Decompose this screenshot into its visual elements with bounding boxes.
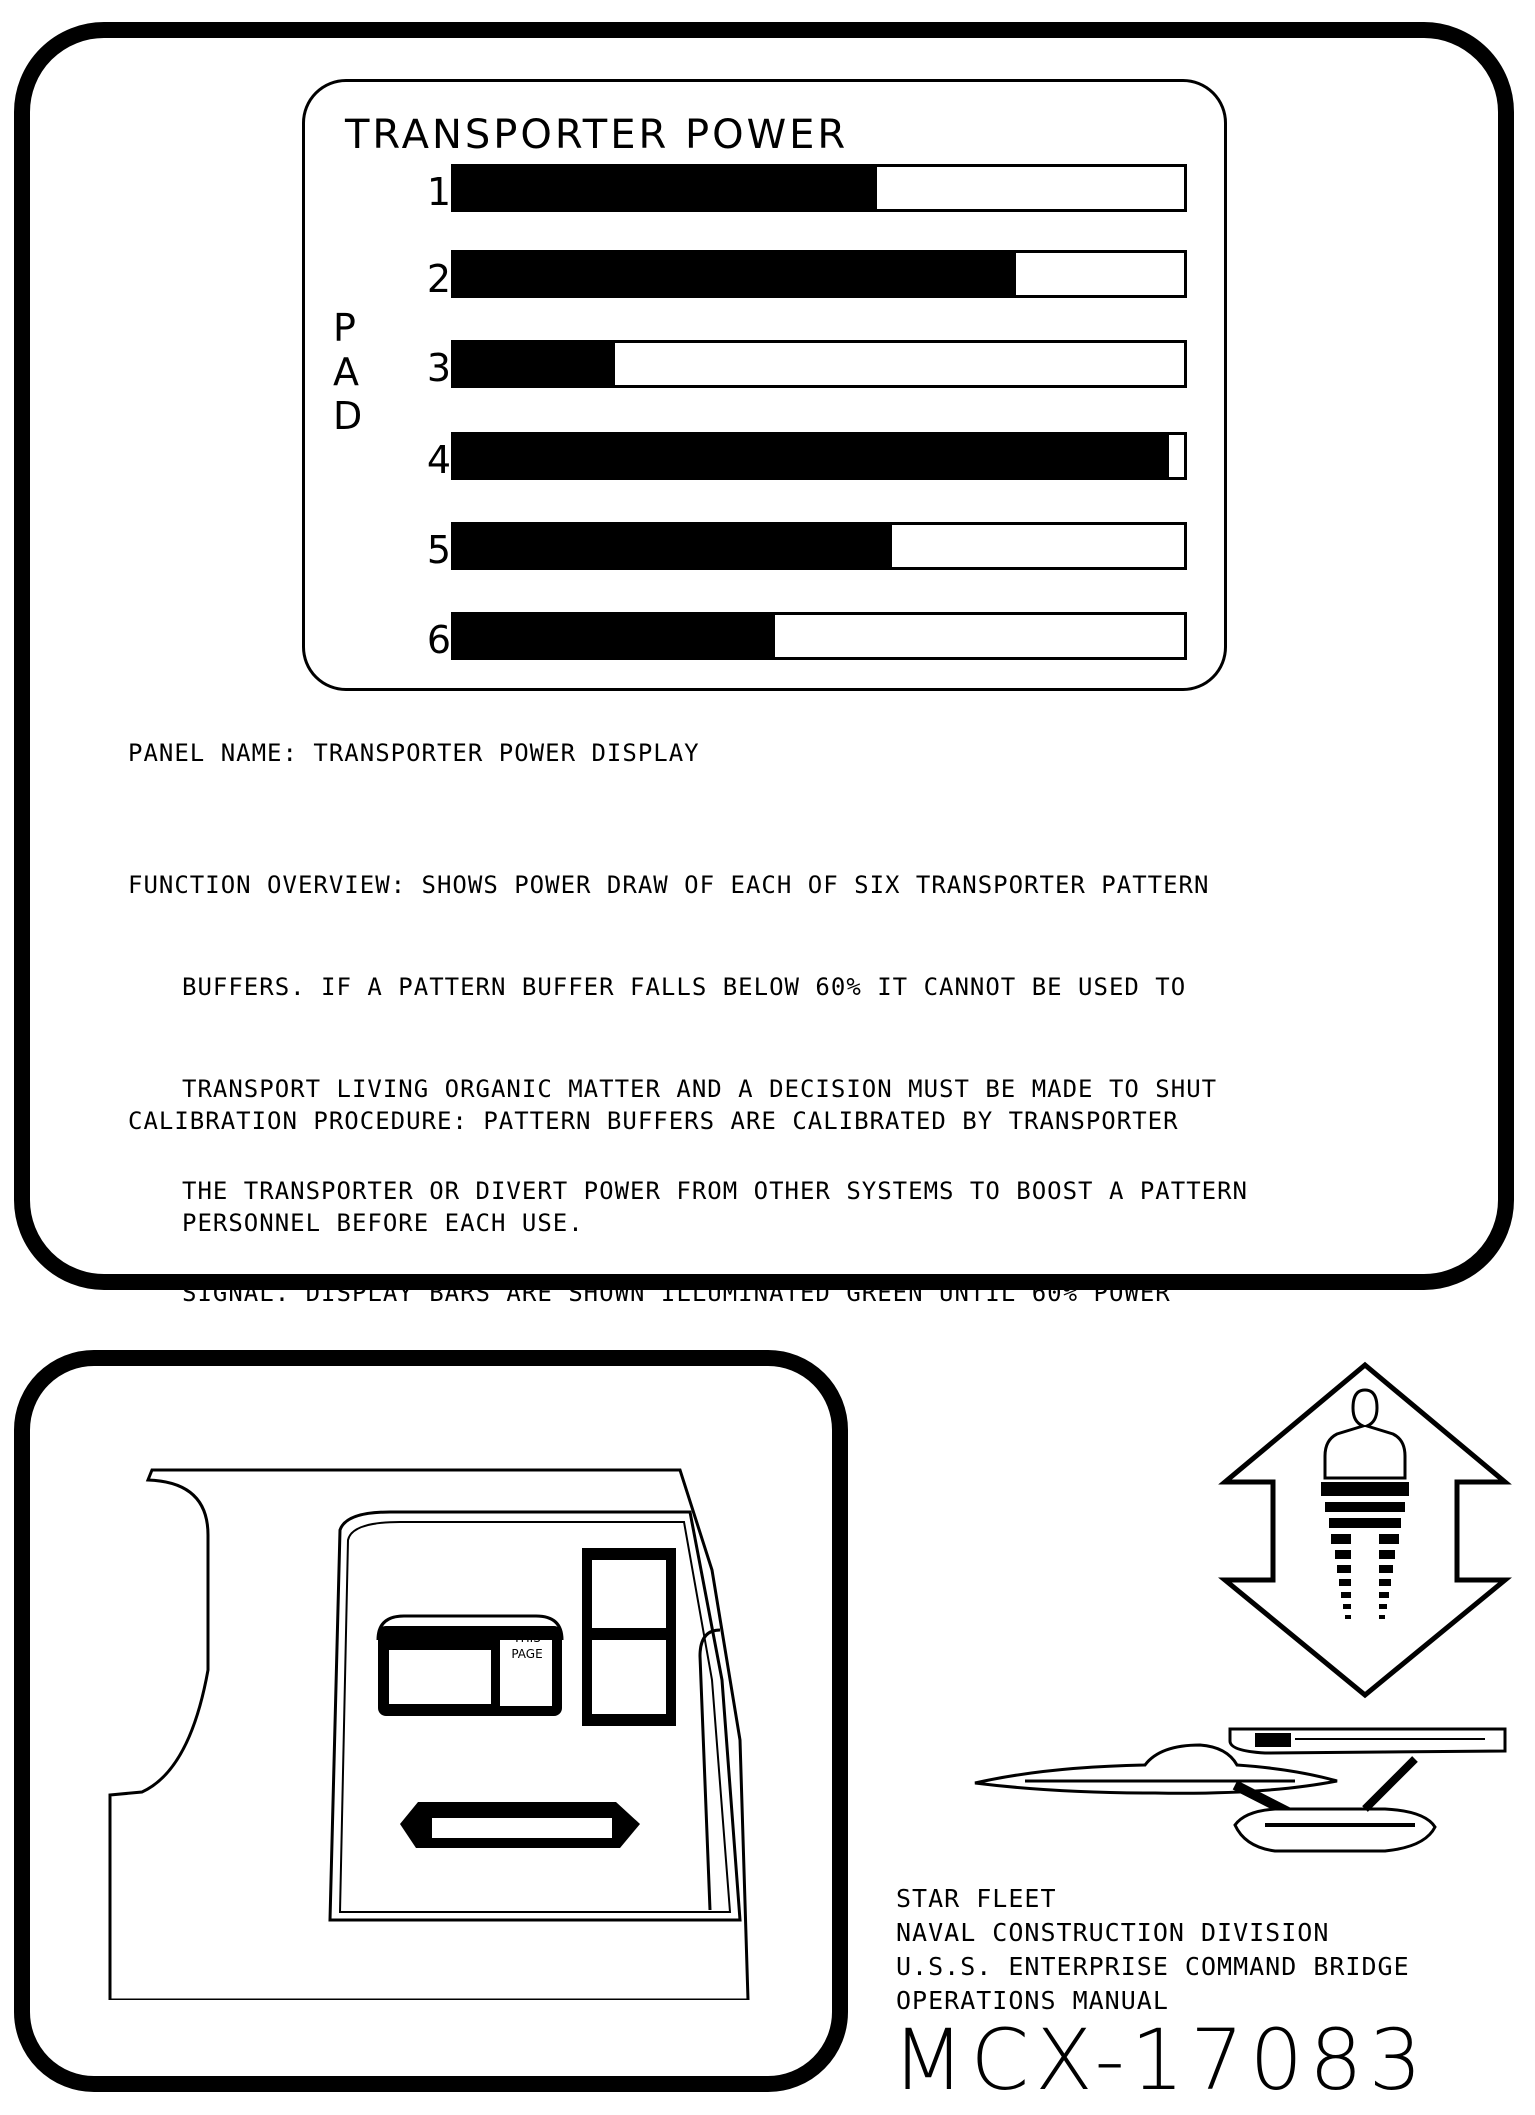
text-line: SIGNAL. DISPLAY BARS ARE SHOWN ILLUMINATED GREEN UNTIL 60% POWER (182, 1279, 1171, 1307)
pad-power-bar (451, 432, 1187, 480)
pad-number: 3 (426, 346, 451, 390)
this-page-line: THIS (513, 1631, 541, 1645)
this-page-label (496, 1630, 558, 1662)
pad-number: 6 (426, 618, 451, 662)
pad-power-bar (451, 340, 1187, 388)
footer-line: STAR FLEET (896, 1884, 1057, 1913)
this-page-line: PAGE (511, 1647, 543, 1661)
pylon (1365, 1759, 1415, 1809)
pad-power-fill (454, 615, 775, 657)
pad-power-fill (454, 343, 615, 385)
console-diagram (100, 1440, 780, 2000)
text-line: THE TRANSPORTER OR DIVERT POWER FROM OTHER SYSTEMS TO BOOST A PATTERN (182, 1177, 1248, 1205)
text-line: CALIBRATION PROCEDURE: PATTERN BUFFERS ARE CALIBRATED BY TRANSPORTER (128, 1107, 1179, 1135)
text-line: FUNCTION OVERVIEW: SHOWS POWER DRAW OF EACH OF SIX TRANSPORTER PATTERN (128, 871, 1210, 899)
control-bar-slot (432, 1818, 612, 1838)
display-title: TRANSPORTER POWER (345, 112, 849, 158)
side-panel-lower (592, 1640, 666, 1714)
pad-number: 4 (426, 438, 451, 482)
panel-name-text: PANEL NAME: TRANSPORTER POWER DISPLAY (128, 739, 700, 767)
manual-footer (896, 1882, 1410, 2018)
pad-axis-letter: A (333, 350, 359, 394)
text-line: BUFFERS. IF A PATTERN BUFFER FALLS BELOW 60% IT CANNOT BE USED TO (182, 973, 1187, 1001)
pad-number: 1 (426, 170, 451, 214)
pad-power-fill (454, 167, 877, 209)
calibration-text (128, 1036, 1179, 1274)
pad-power-fill (454, 253, 1016, 295)
footer-line: NAVAL CONSTRUCTION DIVISION (896, 1918, 1330, 1947)
pad-power-bar (451, 522, 1187, 570)
document-number: MCX-17083 (892, 2011, 1429, 2109)
display-screen-left (389, 1650, 491, 1704)
footer-line: OPERATIONS MANUAL (896, 1986, 1169, 2015)
pad-power-bar (451, 164, 1187, 212)
pad-axis-letter: P (333, 306, 356, 350)
pad-power-fill (454, 435, 1169, 477)
pad-power-fill (454, 525, 892, 567)
transporter-power-display (302, 79, 1227, 691)
pad-power-bar (451, 612, 1187, 660)
pad-number: 2 (426, 257, 451, 301)
transport-arrow-figure (1215, 1360, 1515, 1700)
footer-line: U.S.S. ENTERPRISE COMMAND BRIDGE (896, 1952, 1410, 1981)
engineering-hull (1235, 1809, 1435, 1851)
pad-power-bar (451, 250, 1187, 298)
pad-axis-letter: D (333, 394, 363, 438)
starship-icon (965, 1715, 1515, 1880)
text-line: TRANSPORT LIVING ORGANIC MATTER AND A DECISION MUST BE MADE TO SHUT (182, 1075, 1218, 1103)
pad-number: 5 (426, 528, 451, 572)
side-panel-upper (592, 1560, 666, 1628)
text-line: PERSONNEL BEFORE EACH USE. (182, 1209, 584, 1237)
